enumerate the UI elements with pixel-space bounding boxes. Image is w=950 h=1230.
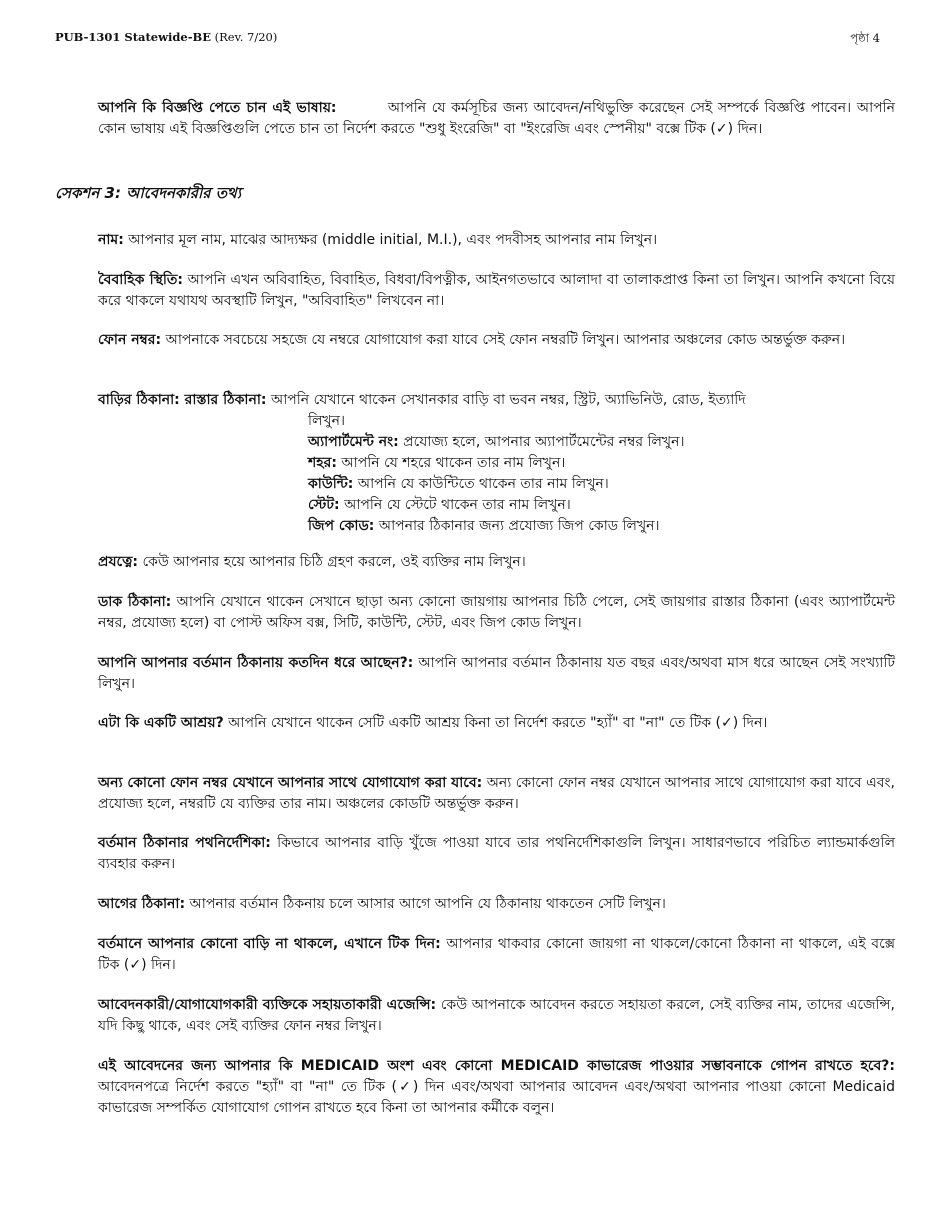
agency-paragraph bbox=[98, 995, 895, 1037]
care-of-paragraph bbox=[98, 552, 895, 573]
city-label: শহর: bbox=[308, 455, 337, 471]
county-text: আপনি যে কাউন্টিতে থাকেন তার নাম লিখুন। bbox=[357, 476, 609, 492]
how-long-text: আপনি আপনার বর্তমান ঠিকানায় যত বছর এবং/অথবা মাস ধরে আছেন সেই সংখ্যাটি লিখুন। bbox=[98, 655, 895, 692]
name-text: আপনার মূল নাম, মাঝের আদ্যক্ষর (middle initial, M.I.), এবং পদবীসহ আপনার নাম লিখুন। bbox=[128, 232, 658, 248]
phone-label: ফোন নম্বর: bbox=[98, 332, 162, 348]
form-id-header bbox=[55, 30, 277, 44]
county-label: কাউন্টি: bbox=[308, 476, 354, 492]
intro-label: আপনি কি বিজ্ঞপ্তি পেতে চান এই ভাষায়: bbox=[98, 100, 337, 116]
agency-label: আবেদনকারী/যোগাযোগকারী ব্যক্তিকে সহায়তাকারী এজেন্সি: bbox=[98, 997, 437, 1013]
form-id: PUB-1301 Statewide-BE bbox=[55, 30, 211, 44]
home-address-text: আপনি যেখানে থাকেন সেখানকার বাড়ি বা ভবন নম্বর, স্ট্রিট, অ্যাভিনিউ, রোড, ইত্যাদি bbox=[270, 392, 746, 408]
shelter-paragraph bbox=[98, 713, 895, 734]
mailing-paragraph bbox=[98, 592, 895, 634]
directions-label: বর্তমান ঠিকানার পথনির্দেশিকা: bbox=[98, 835, 271, 851]
intro-paragraph bbox=[98, 98, 895, 140]
previous-address-paragraph bbox=[98, 894, 895, 915]
mailing-label: ডাক ঠিকানা: bbox=[98, 594, 172, 610]
other-phone-label: অন্য কোনো ফোন নম্বর যেখানে আপনার সাথে যোগাযোগ করা যাবে: bbox=[98, 775, 483, 791]
no-home-label: বর্তমানে আপনার কোনো বাড়ি না থাকলে, এখানে টিক দিন: bbox=[98, 936, 441, 952]
marital-label: বৈবাহিক স্থিতি: bbox=[98, 272, 183, 288]
section-title: সেকশন 3: আবেদনকারীর তথ্য bbox=[55, 184, 242, 202]
directions-paragraph bbox=[98, 833, 895, 875]
no-home-paragraph bbox=[98, 934, 895, 976]
directions-text: কিভাবে আপনার বাড়ি খুঁজে পাওয়া যাবে তার পথনির্দেশিকাগুলি লিখুন। সাধারণভাবে পরিচিত ল্যান্ডমার্কগুলি ব্যবহার করুন। bbox=[98, 835, 895, 872]
home-address-subitems bbox=[308, 411, 895, 537]
marital-text: আপনি এখন অবিবাহিত, বিবাহিত, বিধবা/বিপত্নীক, আইনগতভাবে আলাদা বা তালাকপ্রাপ্ত কিনা তা লিখুন। আপনি কখনো বিয়ে করে থাকলে যথাযথ অবস্থাটি লিখুন, "অবিবাহিত" লিখবেন না। bbox=[98, 272, 896, 309]
phone-paragraph bbox=[98, 330, 895, 351]
how-long-paragraph bbox=[98, 653, 895, 695]
state-text: আপনি যে স্টেটে থাকেন তার নাম লিখুন। bbox=[344, 497, 571, 513]
apt-label: অ্যাপার্টমেন্ট নং: bbox=[308, 434, 399, 450]
phone-text: আপনাকে সবচেয়ে সহজে যে নম্বরে যোগাযোগ করা যাবে সেই ফোন নম্বরটি লিখুন। আপনার অঞ্চলের কোড অন্তর্ভুক্ত করুন। bbox=[165, 332, 846, 348]
name-paragraph bbox=[98, 230, 895, 251]
confidential-label: এই আবেদনের জন্য আপনার কি MEDICAID অংশ এবং কোনো MEDICAID কাভারেজ পাওয়ার সম্ভাবনাকে গোপন রাখতে হবে?: bbox=[98, 1058, 895, 1074]
marital-paragraph bbox=[98, 270, 895, 312]
form-revision: (Rev. 7/20) bbox=[214, 30, 278, 44]
agency-text: কেউ আপনাকে আবেদন করতে সহায়তা করলে, সেই ব্যক্তির নাম, তাদের এজেন্সি, যদি কিছু থাকে, এবং সেই ব্যক্তির ফোন নম্বর লিখুন। bbox=[98, 997, 896, 1034]
previous-address-text: আপনার বর্তমান ঠিকনায় চলে আসার আগে আপনি যে ঠিকানায় থাকতেন সেটি লিখুন। bbox=[189, 896, 666, 912]
intro-text: আপনি যে কর্মসূচির জন্য আবেদন/নথিভুক্তি করেছেন সেই সম্পর্কে বিজ্ঞপ্তি পাবেন। আপনি কোন ভাষায় এই বিজ্ঞপ্তিগুলি পেতে চান তা নির্দেশ করতে "শুধু ইংরেজি" বা "ইংরেজি এবং স্পেনীয়" বক্সে টিক (✓) দিন। bbox=[98, 100, 896, 137]
name-label: নাম: bbox=[98, 232, 124, 248]
other-phone-paragraph bbox=[98, 773, 895, 815]
page-number: পৃষ্ঠা 4 bbox=[850, 31, 880, 45]
other-phone-text: অন্য কোনো ফোন নম্বর যেখানে আপনার সাথে যোগাযোগ করা যাবে এবং, প্রযোজ্য হলে, নম্বরটি যে ব্যক্তির তার নাম। অঞ্চলের কোডটি অন্তর্ভুক্ত করুন। bbox=[98, 775, 895, 812]
city-text: আপনি যে শহরে থাকেন তার নাম লিখুন। bbox=[341, 455, 566, 471]
care-of-text: কেউ আপনার হয়ে আপনার চিঠি গ্রহণ করলে, ওই ব্যক্তির নাম লিখুন। bbox=[142, 554, 526, 570]
care-of-label: প্রযত্নে: bbox=[98, 554, 139, 570]
zip-text: আপনার ঠিকানার জন্য প্রযোজ্য জিপ কোড লিখুন। bbox=[378, 518, 660, 534]
shelter-text: আপনি যেখানে থাকেন সেটি একটি আশ্রয় কিনা তা নির্দেশ করতে "হ্যাঁ" বা "না" তে টিক (✓) দিন। bbox=[228, 715, 768, 731]
shelter-label: এটা কি একটি আশ্রয়? bbox=[98, 715, 224, 731]
home-address-label: বাড়ির ঠিকানা: রাস্তার ঠিকানা: bbox=[98, 392, 267, 408]
no-home-text: আপনার থাকবার কোনো জায়গা না থাকলে/কোনো ঠিকানা না থাকলে, এই বক্সে টিক (✓) দিন। bbox=[98, 936, 896, 973]
state-label: স্টেট: bbox=[308, 497, 340, 513]
confidential-paragraph bbox=[98, 1056, 895, 1119]
mailing-text: আপনি যেখানে থাকেন সেখানে ছাড়া অন্য কোনো জায়গায় আপনার চিঠি পেলে, সেই জায়গার রাস্তার ঠিকানা (এবং অ্যাপার্টমেন্ট নম্বর, প্রযোজ্য হলে) বা পোস্ট অফিস বক্স, সিটি, কাউন্টি, স্টেট, এবং জিপ কোড লিখুন। bbox=[98, 594, 896, 631]
home-address-cont: লিখুন। bbox=[308, 413, 345, 429]
zip-label: জিপ কোড: bbox=[308, 518, 375, 534]
home-address-paragraph bbox=[98, 390, 895, 411]
apt-text: প্রযোজ্য হলে, আপনার অ্যাপার্টমেন্টের নম্বর লিখুন। bbox=[403, 434, 685, 450]
how-long-label: আপনি আপনার বর্তমান ঠিকানায় কতদিন ধরে আছেন?: bbox=[98, 655, 414, 671]
confidential-text: আবেদনপত্রে নির্দেশ করতে "হ্যাঁ" বা "না" তে টিক (✓) দিন এবং/অথবা আপনার আবেদন এবং/অথবা আপনার পাওয়া কোনো Medicaid কাভারেজ সম্পর্কিত যোগাযোগ গোপন রাখতে হবে কিনা তা আপনার কর্মীকে বলুন। bbox=[98, 1079, 895, 1116]
previous-address-label: আগের ঠিকানা: bbox=[98, 896, 186, 912]
